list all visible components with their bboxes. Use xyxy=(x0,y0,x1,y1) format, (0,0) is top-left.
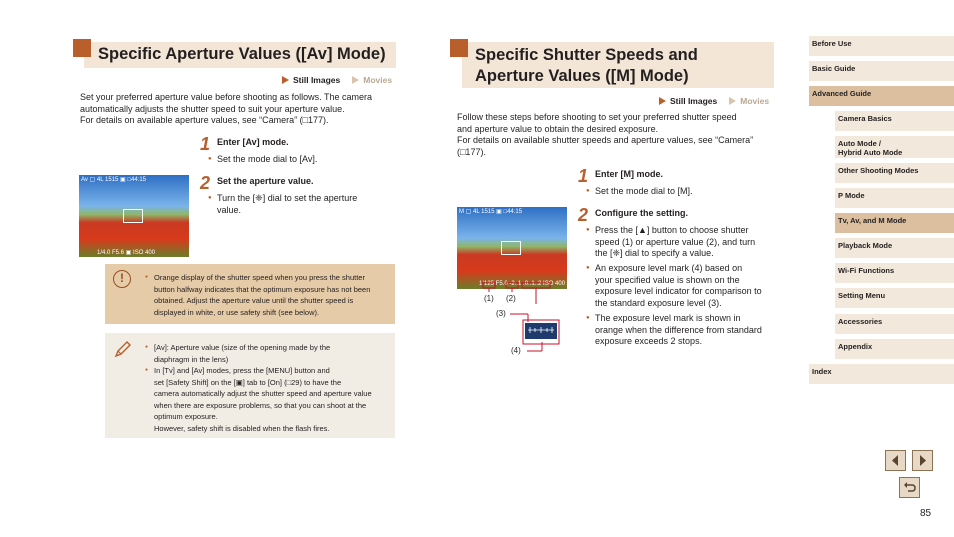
note-line: ● [Av]: Aperture value (size of the opening made by the xyxy=(154,343,331,352)
nav-wifi-functions[interactable]: Wi-Fi Functions xyxy=(835,263,954,283)
still-images-label: Still Images xyxy=(670,96,718,106)
screen-hud-bottom: 1/4.0 F5.6 ▣ ISO 400 xyxy=(97,250,156,256)
step-number: 2 xyxy=(578,205,589,225)
bullet-line: ● An exposure level mark (4) based on xyxy=(595,263,743,273)
bullet-line: ● Press the [▲] button to choose shutter xyxy=(595,225,749,235)
bullet-line: your specified value is shown on the xyxy=(595,274,740,285)
return-arrow-icon xyxy=(900,478,919,497)
screen-hud-top: M ▢ 4L 1515 ▣ □44:15 xyxy=(459,209,523,215)
movies-label: Movies xyxy=(740,96,770,106)
note-line: diaphragm in the lens) xyxy=(154,354,229,364)
step-heading: Configure the setting. xyxy=(595,208,688,218)
right-step-1-bullet: ● Set the mode dial to [M]. xyxy=(586,186,786,198)
left-step-1-bullet: ● Set the mode dial to [Av]. xyxy=(208,154,398,166)
callout-4: (4) xyxy=(511,346,521,355)
step-number: 1 xyxy=(578,166,589,186)
af-frame xyxy=(501,241,521,255)
arrow-right-icon xyxy=(913,451,932,470)
nav-setting-menu[interactable]: Setting Menu xyxy=(835,288,954,308)
pencil-icon xyxy=(113,339,133,359)
nav-label-line: Auto Mode / xyxy=(838,139,881,148)
page-number: 85 xyxy=(920,508,932,519)
screen-hud-bottom: 1/125 F5.6 -2..1..0..1..2 ISO 400 xyxy=(479,281,566,287)
nav-index[interactable]: Index xyxy=(809,364,954,384)
nav-auto-mode[interactable] xyxy=(835,136,954,158)
left-intro xyxy=(80,92,400,127)
memo-note xyxy=(105,333,395,438)
right-intro-line: and aperture value to obtain the desired exposure. xyxy=(457,123,659,134)
bullet-line: the standard exposure level (3). xyxy=(595,297,722,308)
nav-accessories[interactable]: Accessories xyxy=(835,314,954,334)
note-line: obtained. Adjust the aperture value until the shutter speed is xyxy=(154,296,354,305)
exposure-indicator-icon xyxy=(527,325,555,335)
left-title-tab xyxy=(73,39,91,57)
title-line: Aperture Values ([M] Mode) xyxy=(475,67,689,85)
note-line: button halfway indicates that the optimum exposure has not been xyxy=(154,284,371,294)
memo-item-av xyxy=(145,342,393,365)
bullet-line: exposure level indicator for comparison to xyxy=(595,286,762,296)
nav-other-shooting-modes[interactable]: Other Shooting Modes xyxy=(835,163,954,183)
movies-label: Movies xyxy=(363,75,393,85)
note-line: optimum exposure. xyxy=(154,412,218,421)
step-heading: Set the aperture value. xyxy=(217,176,314,186)
caution-icon: ! xyxy=(113,270,131,288)
note-line: set [Safety Shift] on the [▣] tab to [On] (□29) to have the xyxy=(154,377,342,387)
bullet-line: speed (1) or aperture value (2), and turn xyxy=(595,236,756,247)
memo-item-safety-shift xyxy=(145,365,393,434)
bullet-line: the [❈] dial to specify a value. xyxy=(595,248,714,258)
left-intro-line: Set your preferred aperture value before shooting as follows. The camera xyxy=(80,92,372,102)
nav-basic-guide[interactable]: Basic Guide xyxy=(809,61,954,81)
nav-advanced-guide[interactable]: Advanced Guide xyxy=(809,86,954,106)
bullet-line: value. xyxy=(217,204,242,215)
screen-hud-top: Av ▢ 4L 1515 ▣ □44:15 xyxy=(81,177,147,183)
av-mode-screen-photo xyxy=(79,175,189,257)
nav-camera-basics[interactable]: Camera Basics xyxy=(835,111,954,131)
right-intro-line: For details on available shutter speeds and aperture values, see “Camera” xyxy=(457,135,754,145)
still-images-label: Still Images xyxy=(293,75,341,85)
bullet-line: ● The exposure level mark is shown in xyxy=(595,313,741,323)
note-line: ● Orange display of the shutter speed when you press the shutter xyxy=(154,273,365,282)
callout-3: (3) xyxy=(496,309,506,318)
bullet-line: ● Turn the [❈] dial to set the aperture xyxy=(217,193,358,203)
right-step-2-bullet-3 xyxy=(586,313,786,348)
nav-p-mode[interactable]: P Mode xyxy=(835,188,954,208)
callout-1: (1) xyxy=(484,294,494,303)
step-number: 1 xyxy=(200,134,211,154)
next-page-button[interactable] xyxy=(912,450,933,471)
warning-note xyxy=(105,264,395,324)
movies-marker-icon xyxy=(352,76,359,84)
return-button[interactable] xyxy=(899,477,920,498)
still-images-marker-icon xyxy=(282,76,289,84)
warning-item xyxy=(145,272,393,318)
still-images-marker-icon xyxy=(659,97,666,105)
left-section-title: Specific Aperture Values ([Av] Mode) xyxy=(84,42,396,68)
m-mode-screen-photo xyxy=(457,207,567,289)
right-step-2-bullet-2 xyxy=(586,263,786,309)
left-step-2-bullet xyxy=(208,193,398,216)
bullet-line: orange when the difference from standard xyxy=(595,324,762,335)
title-line: Specific Shutter Speeds and xyxy=(475,46,698,64)
left-intro-line: automatically adjusts the shutter speed to suit your aperture value. xyxy=(80,103,345,114)
note-line: camera automatically adjust the shutter speed and aperture value xyxy=(154,389,372,398)
right-title-tab xyxy=(450,39,468,57)
bullet-line: exposure exceeds 2 stops. xyxy=(595,336,703,346)
prev-page-button[interactable] xyxy=(885,450,906,471)
right-step-2-bullet-1 xyxy=(586,225,786,260)
nav-label-line: Hybrid Auto Mode xyxy=(838,148,903,157)
nav-appendix[interactable]: Appendix xyxy=(835,339,954,359)
note-line: displayed in white, or use safety shift (see below). xyxy=(154,307,320,317)
nav-tv-av-m-mode[interactable]: Tv, Av, and M Mode xyxy=(835,213,954,233)
step-heading: Enter [M] mode. xyxy=(595,169,664,179)
callout-2: (2) xyxy=(506,294,516,303)
af-frame xyxy=(123,209,143,223)
left-mode-indicator xyxy=(282,75,392,85)
arrow-left-icon xyxy=(886,451,905,470)
right-intro-line: Follow these steps before shooting to set your preferred shutter speed xyxy=(457,112,737,122)
right-intro xyxy=(457,112,787,158)
right-mode-indicator xyxy=(659,96,769,106)
right-intro-line: (□177). xyxy=(457,146,486,157)
note-line: when there are exposure problems, so that you can shoot at the xyxy=(154,400,367,410)
nav-playback-mode[interactable]: Playback Mode xyxy=(835,238,954,258)
step-number: 2 xyxy=(200,173,211,193)
right-section-title xyxy=(462,42,774,88)
step-heading: Enter [Av] mode. xyxy=(217,137,289,147)
left-intro-line: For details on available aperture values, see “Camera” (□177). xyxy=(80,115,329,125)
note-line: ● In [Tv] and [Av] modes, press the [MENU] button and xyxy=(154,366,330,375)
movies-marker-icon xyxy=(729,97,736,105)
note-line: However, safety shift is disabled when the flash fires. xyxy=(154,423,330,433)
nav-before-use[interactable]: Before Use xyxy=(809,36,954,56)
